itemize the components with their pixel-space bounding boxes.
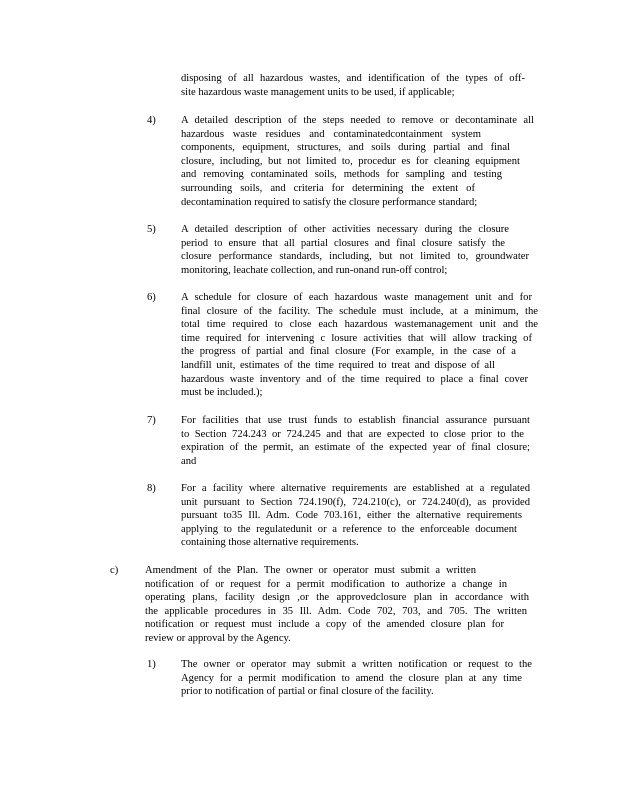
text-line: monitoring, leachate collection, and run-onand run-off control;	[181, 264, 448, 276]
text-line: and	[181, 455, 197, 467]
text-line: the progress of partial and final closure (For example, in the case of a	[181, 346, 516, 358]
item-number: 6)	[147, 292, 156, 303]
text-line: prior to notification of partial or final closure of the facility.	[181, 686, 434, 698]
text-line: A detailed description of other activities necessary during the closure	[181, 224, 509, 235]
item-paragraph	[181, 414, 530, 468]
text-line: Amendment of the Plan. The owner or operator must submit a written	[145, 565, 476, 576]
text-line: Agency for a permit modification to amend the closure plan at any time	[181, 672, 522, 684]
text-line: For facilities that use trust funds to establish financial assurance pursuant	[181, 415, 530, 426]
text-line: review or approval by the Agency.	[145, 632, 291, 644]
item-number: 4)	[147, 115, 156, 126]
text-line: disposing of all hazardous wastes, and identification of the types of off-	[181, 73, 525, 84]
continuation-paragraph	[181, 72, 525, 99]
item-paragraph	[181, 482, 530, 550]
item-paragraph	[181, 658, 532, 699]
section-paragraph	[145, 564, 529, 646]
text-line: closure, including, but not limited to, procedur es for cleaning equipment	[181, 155, 520, 167]
item-number: 1)	[147, 659, 156, 670]
text-line: surrounding soils, and criteria for determining the extent of	[181, 182, 475, 194]
text-line: operating plans, facility design ,or the approvedclosure plan in accordance with	[145, 592, 529, 604]
text-line: A detailed description of the steps needed to remove or decontaminate all	[181, 115, 534, 126]
text-line: time required for intervening c losure activities that will allow tracking of	[181, 332, 532, 344]
text-line: decontamination required to satisfy the closure performance standard;	[181, 196, 478, 208]
text-line: landfill unit, estimates of the time required to treat and dispose of all	[181, 359, 495, 371]
text-line: period to ensure that all partial closures and final closure satisfy the	[181, 237, 505, 249]
item-number: 7)	[147, 415, 156, 426]
text-line: A schedule for closure of each hazardous waste management unit and for	[181, 292, 532, 303]
text-line: pursuant to35 Ill. Adm. Code 703.161, either the alternative requirements	[181, 510, 522, 522]
text-line: notification or request must include a copy of the amended closure plan for	[145, 619, 504, 631]
text-line: the applicable procedures in 35 Ill. Adm. Code 702, 703, and 705. The written	[145, 605, 527, 617]
text-line: total time required to close each hazardous wastemanagement unit and the	[181, 319, 538, 331]
item-number: 5)	[147, 224, 156, 235]
text-line: applying to the regulatedunit or a reference to the enforceable document	[181, 523, 517, 535]
section-number: c)	[110, 565, 119, 576]
text-line: The owner or operator may submit a written notification or request to the	[181, 659, 532, 670]
item-paragraph	[181, 114, 534, 209]
text-line: containing those alternative requirements.	[181, 537, 359, 549]
text-line: must be included.);	[181, 387, 263, 399]
text-line: to Section 724.243 or 724.245 and that are expected to close prior to the	[181, 428, 524, 440]
text-line: closure performance standards, including, but not limited to, groundwater	[181, 251, 529, 263]
text-line: unit pursuant to Section 724.190(f), 724.210(c), or 724.240(d), as provided	[181, 496, 530, 508]
text-line: hazardous waste inventory and of the time required to place a final cover	[181, 373, 528, 385]
text-line: expiration of the permit, an estimate of the expected year of final closure;	[181, 442, 530, 454]
item-number: 8)	[147, 483, 156, 494]
item-paragraph	[181, 291, 538, 400]
text-line: site hazardous waste management units to be used, if applicable;	[181, 86, 455, 98]
text-line: and removing contaminated soils, methods for sampling and testing	[181, 169, 502, 181]
item-paragraph	[181, 223, 529, 277]
text-line: components, equipment, structures, and soils during partial and final	[181, 142, 510, 154]
text-line: notification of or request for a permit modification to authorize a change in	[145, 578, 507, 590]
text-line: hazardous waste residues and contaminatedcontainment system	[181, 128, 481, 140]
text-line: final closure of the facility. The schedule must include, at a minimum, the	[181, 305, 538, 317]
text-line: For a facility where alternative requirements are established at a regulated	[181, 483, 530, 494]
